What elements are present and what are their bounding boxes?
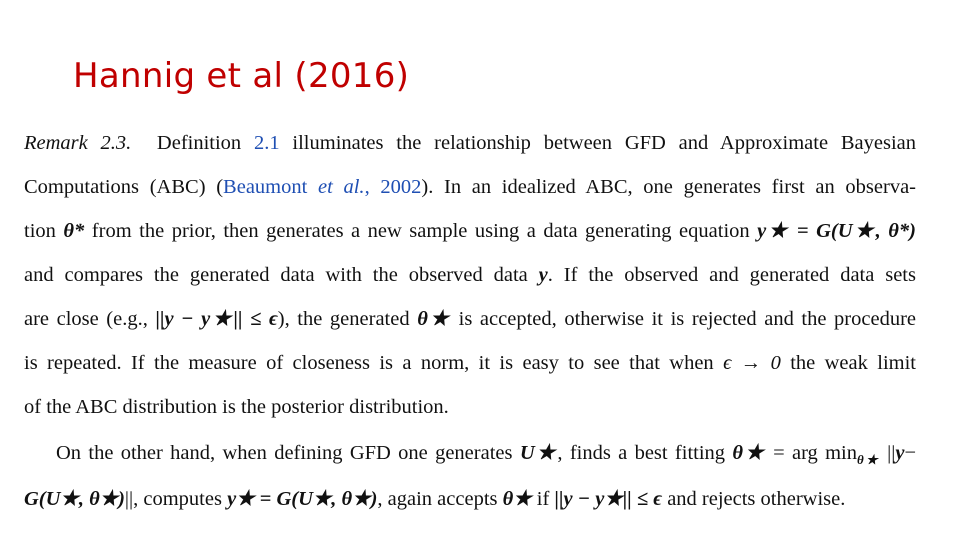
excerpt-line-7 [24, 392, 449, 422]
text-fragment: On the other hand, when defining GFD one generates [56, 442, 520, 464]
math-symbol: y [895, 442, 905, 464]
math-expression: G(U★, θ★) [24, 488, 125, 510]
citation-link[interactable] [223, 176, 421, 198]
citation-etal: et al. [318, 176, 365, 198]
text-fragment: if [531, 488, 555, 510]
text-fragment: = arg min [765, 442, 857, 464]
text-fragment: tion [24, 220, 64, 242]
math-expression: y★ = G(U★, θ★) [227, 488, 378, 510]
text-fragment: illuminates the relationship between GFD and Approximate Bayesian [279, 132, 917, 154]
text-fragment: from the prior, then generates a new sample using a data generating equation [84, 220, 758, 242]
math-symbol: U★ [519, 442, 558, 464]
text-fragment: , finds a best fitting [557, 442, 733, 464]
math-expression: ||y − y★|| ≤ ϵ [155, 308, 278, 330]
text-fragment: is repeated. If the measure of closeness is a norm, it is easy to see that when [24, 352, 724, 374]
text-fragment: and compares the generated data with the observed data [24, 264, 539, 286]
citation-author: Beaumont [223, 176, 318, 198]
math-symbol: θ★ [417, 308, 452, 330]
text-fragment: of the ABC distribution is the posterior distribution. [24, 396, 449, 418]
slide-title: Hannig et al (2016) [73, 56, 410, 96]
text-fragment: ). In an idealized ABC, one generates first an observa- [421, 176, 917, 198]
excerpt-line-1 [24, 128, 916, 158]
text-fragment: Computations (ABC) ( [24, 176, 224, 198]
text-fragment: − [904, 442, 916, 464]
excerpt-line-4 [24, 260, 916, 290]
text-fragment: Definition [156, 132, 254, 154]
text-fragment: . If the observed and generated data sets [547, 264, 916, 286]
text-fragment: and rejects otherwise. [662, 488, 846, 510]
excerpt-line-3 [24, 216, 916, 246]
definition-link[interactable]: 2.1 [253, 132, 280, 154]
excerpt-line-6 [24, 348, 916, 378]
remark-label: Remark 2.3. [24, 132, 132, 154]
math-expression: ||y − y★|| ≤ ϵ [554, 488, 663, 510]
math-expression: y★ = G(U★, θ*) [757, 220, 916, 242]
text-fragment: are close (e.g., [24, 308, 156, 330]
math-symbol: θ* [63, 220, 85, 242]
excerpt-line-2 [24, 172, 916, 202]
excerpt-line-9 [24, 484, 845, 514]
math-subscript: θ★ [857, 452, 880, 467]
excerpt-line-5 [24, 304, 916, 334]
citation-year: , 2002 [364, 176, 422, 198]
math-symbol: θ★ [732, 442, 766, 464]
text-fragment: || [879, 442, 896, 464]
math-symbol: θ★ [502, 488, 532, 510]
excerpt-line-8 [56, 438, 916, 468]
text-fragment: ), the generated [277, 308, 418, 330]
text-fragment: the weak limit [780, 352, 916, 374]
math-symbol: y [538, 264, 548, 286]
text-fragment: , again accepts [377, 488, 503, 510]
text-fragment: ||, computes [124, 488, 228, 510]
math-expression: ϵ → 0 [723, 352, 781, 374]
text-fragment: is accepted, otherwise it is rejected and the procedure [451, 308, 917, 330]
